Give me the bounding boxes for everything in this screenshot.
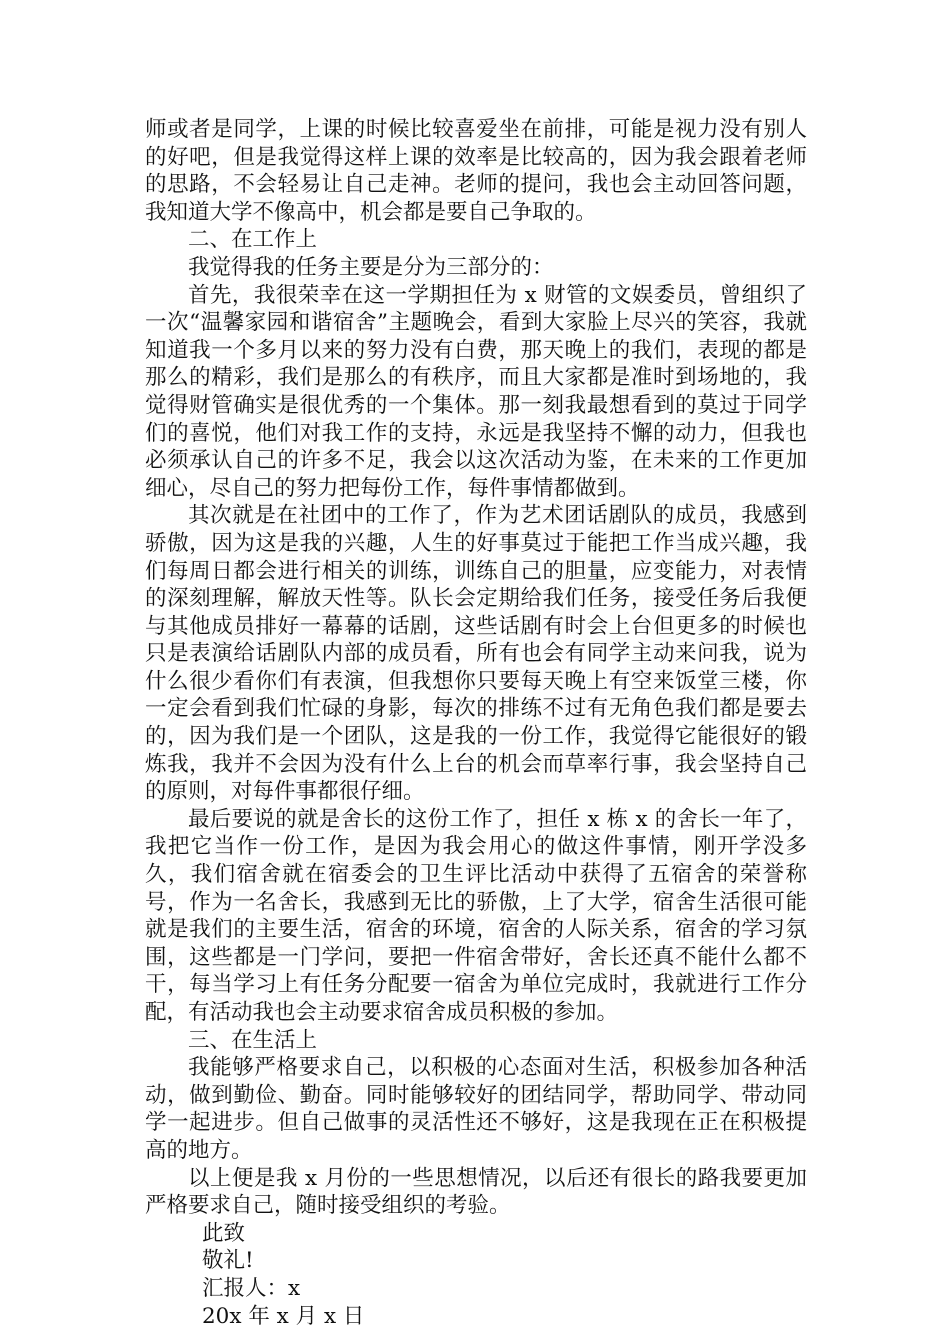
closing-salutation: 此致 [202,1220,246,1246]
paragraph-work-intro: 我觉得我的任务主要是分为三部分的： [188,254,554,280]
report-date: 20x 年 x 月 x 日 [202,1303,365,1329]
paragraph-life: 我能够严格要求自己，以积极的心态面对生活，积极参加各种活动，做到勤俭、勤奋。同时能够较好的团结同学，帮助同学、带动同学一起进步。但自己做事的灵活性还不够好，这是我现在正在积极提高的地方。 [145,1055,807,1163]
paragraph-work-entertainment-committee: 首先，我很荣幸在这一学期担任为 x 财管的文娱委员，曾组织了一次“温馨家园和谐宿舍”主题晚会，看到大家脸上尽兴的笑容，我就知道我一个多月以来的努力没有白费，那天晚上的我们，表现的都是那么的精彩，我们是那么的有秩序，而且大家都是准时到场地的，我觉得财管确实是很优秀的一个集体。那一刻我最想看到的莫过于同学们的喜悦，他们对我工作的支持，永远是我坚持不懈的动力，但我也必须承认自己的许多不足，我会以这次活动为鉴，在未来的工作更加细心，尽自己的努力把每份工作，每件事情都做到。 [145,282,807,501]
paragraph-conclusion: 以上便是我 x 月份的一些思想情况，以后还有很长的路我要更加严格要求自己，随时接受组织的考验。 [145,1165,807,1219]
closing-regards: 敬礼! [202,1248,254,1274]
paragraph-work-drama-club: 其次就是在社团中的工作了，作为艺术团话剧队的成员，我感到骄傲，因为这是我的兴趣，人生的好事莫过于能把工作当成兴趣，我们每周日都会进行相关的训练，训练自己的胆量，应变能力，对表情的深刻理解，解放天性等。队长会定期给我们任务，接受任务后我便与其他成员排好一幕幕的话剧，这些话剧有时会上台但更多的时候也只是表演给话剧队内部的成员看，所有也会有同学主动来问我，说为什么很少看你们有表演，但我想你只要每天晚上有空来饭堂三楼，你一定会看到我们忙碌的身影，每次的排练不过有无角色我们都是要去的，因为我们是一个团队，这是我的一份工作，我觉得它能很好的锻炼我，我并不会因为没有什么上台的机会而草率行事，我会坚持自己的原则，对每件事都很仔细。 [145,503,807,805]
document-body [145,116,807,1330]
paragraph-work-dorm-leader: 最后要说的就是舍长的这份工作了，担任 x 栋 x 的舍长一年了，我把它当作一份工作，是因为我会用心的做这件事情，刚开学没多久，我们宿舍就在宿委会的卫生评比活动中获得了五宿舍的荣誉称号，作为一名舍长，我感到无比的骄傲，上了大学，宿舍生活很可能就是我们的主要生活，宿舍的环境，宿舍的人际关系，宿舍的学习氛围，这些都是一门学问，要把一件宿舍带好，舍长还真不能什么都不干，每当学习上有任务分配要一宿舍为单位完成时，我就进行工作分配，有活动我也会主动要求宿舍成员积极的参加。 [145,806,807,1025]
section-heading-life: 三、在生活上 [188,1027,318,1053]
reporter-signature: 汇报人：x [202,1275,301,1301]
paragraph-study-continued: 师或者是同学，上课的时候比较喜爱坐在前排，可能是视力没有别人的好吧，但是我觉得这样上课的效率是比较高的，因为我会跟着老师的思路，不会轻易让自己走神。老师的提问，我也会主动回答问题，我知道大学不像高中，机会都是要自己争取的。 [145,117,807,225]
section-heading-work: 二、在工作上 [188,227,318,253]
